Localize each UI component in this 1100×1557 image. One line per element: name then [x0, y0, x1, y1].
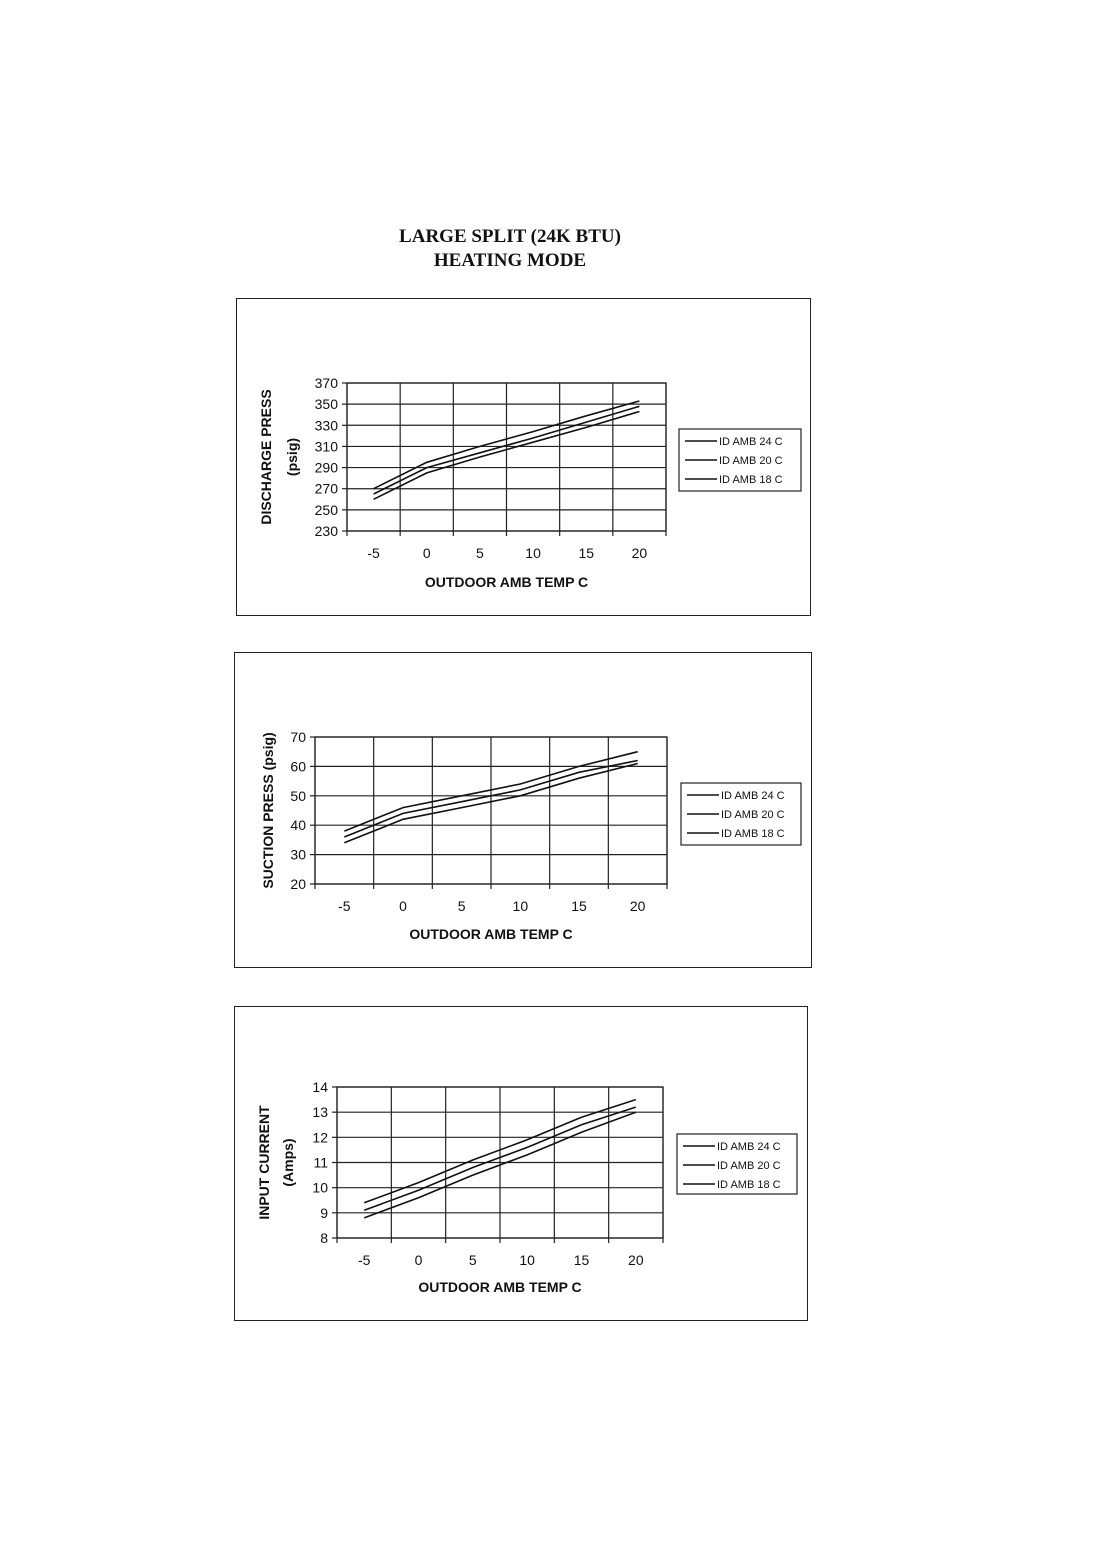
x-tick-label: -5 — [338, 898, 351, 914]
y-tick-label: 350 — [314, 396, 338, 413]
y-tick-label: 8 — [320, 1230, 328, 1246]
legend-label: ID AMB 20 C — [719, 455, 783, 467]
x-tick-label: 10 — [525, 545, 541, 561]
y-tick-label: 14 — [312, 1079, 328, 1095]
y-tick-label: 50 — [290, 787, 306, 804]
y-tick-label: 11 — [313, 1154, 328, 1171]
discharge-pressure-chart — [236, 298, 811, 616]
x-tick-label: -5 — [367, 545, 380, 561]
legend-label: ID AMB 18 C — [721, 828, 785, 840]
legend — [681, 783, 801, 845]
legend-label: ID AMB 20 C — [721, 809, 785, 821]
y-tick-label: 30 — [290, 846, 306, 863]
x-tick-label: 20 — [631, 545, 648, 561]
y-tick-label: 13 — [312, 1104, 328, 1121]
x-tick-label: 0 — [414, 1252, 423, 1268]
y-tick-label: 230 — [314, 523, 338, 539]
y-tick-label: 250 — [314, 501, 338, 518]
y-tick-label: 310 — [314, 438, 338, 455]
legend-label: ID AMB 24 C — [717, 1141, 781, 1153]
legend — [679, 429, 801, 491]
x-tick-label: 5 — [457, 898, 466, 914]
x-tick-label: 15 — [571, 898, 587, 914]
x-tick-label: -5 — [357, 1252, 371, 1268]
x-tick-label: 5 — [468, 1252, 477, 1268]
y-axis-unit-label: (Amps) — [280, 1138, 296, 1187]
y-tick-label: 270 — [314, 480, 338, 497]
input-current-plot — [235, 1007, 809, 1322]
legend — [677, 1134, 797, 1194]
y-tick-label: 9 — [320, 1204, 328, 1221]
x-tick-label: 20 — [629, 898, 646, 914]
x-tick-label: 20 — [628, 1252, 644, 1268]
x-tick-label: 15 — [573, 1252, 590, 1268]
legend-label: ID AMB 18 C — [719, 474, 783, 486]
y-tick-label: 370 — [314, 375, 338, 391]
x-tick-label: 5 — [476, 545, 484, 561]
legend-label: ID AMB 20 C — [717, 1160, 781, 1172]
y-tick-label: 20 — [290, 876, 306, 892]
y-axis-label: INPUT CURRENT — [256, 1105, 272, 1220]
x-tick-label: 15 — [578, 545, 595, 561]
suction-pressure-plot — [235, 653, 813, 969]
y-axis-unit-label: (psig) — [284, 437, 300, 477]
legend-label: ID AMB 18 C — [717, 1179, 781, 1191]
x-axis-label: OUTDOOR AMB TEMP C — [409, 926, 573, 942]
input-current-chart — [234, 1006, 808, 1321]
y-axis-label: DISCHARGE PRESS — [258, 389, 274, 525]
y-tick-label: 12 — [312, 1129, 328, 1146]
y-axis-label: SUCTION PRESS (psig) — [260, 732, 276, 889]
x-tick-label: 0 — [399, 898, 407, 914]
legend-label: ID AMB 24 C — [719, 436, 783, 448]
y-tick-label: 70 — [290, 729, 306, 745]
suction-pressure-chart — [234, 652, 812, 968]
x-tick-label: 0 — [422, 545, 431, 561]
page-title-line1: LARGE SPLIT (24K BTU) — [399, 226, 621, 247]
page-title-line2: HEATING MODE — [433, 250, 587, 271]
y-tick-label: 330 — [314, 417, 338, 434]
legend-label: ID AMB 24 C — [721, 790, 785, 802]
discharge-pressure-plot — [237, 299, 812, 617]
x-tick-label: 10 — [519, 1252, 535, 1268]
x-axis-label: OUTDOOR AMB TEMP C — [424, 574, 589, 590]
x-axis-label: OUTDOOR AMB TEMP C — [418, 1279, 582, 1295]
y-tick-label: 290 — [314, 459, 338, 476]
y-tick-label: 40 — [290, 817, 306, 834]
page-title — [300, 225, 720, 273]
y-tick-label: 60 — [290, 758, 306, 775]
y-tick-label: 10 — [312, 1179, 328, 1196]
x-tick-label: 10 — [512, 898, 529, 914]
